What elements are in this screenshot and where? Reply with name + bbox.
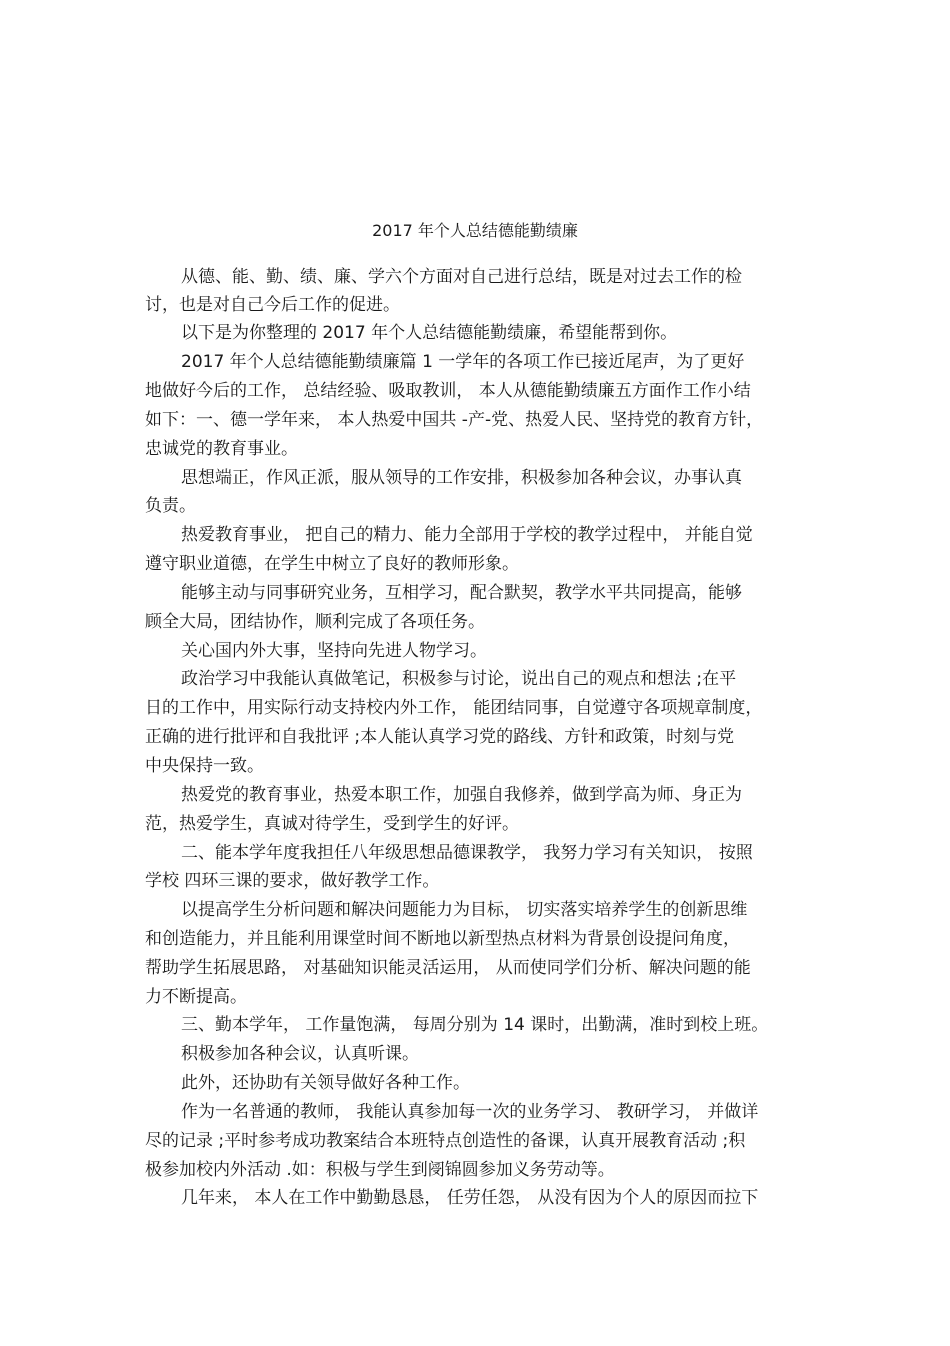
paragraph-line: 2017 年个人总结德能勤绩廉篇 1 一学年的各项工作已接近尾声，为了更好 xyxy=(181,352,745,372)
paragraph-line: 地做好今后的工作， 总结经验、吸取教训， 本人从德能勤绩廉五方面作工作小结 xyxy=(145,381,751,401)
document-title: 2017 年个人总结德能勤绩廉 xyxy=(372,221,578,240)
paragraph-line: 热爱党的教育事业，热爱本职工作，加强自我修养，做到学高为师、身正为 xyxy=(181,785,742,805)
paragraph-line: 如下：一、德一学年来， 本人热爱中国共 -产-党、热爱人民、坚持党的教育方针， xyxy=(145,410,764,430)
paragraph-line: 积极参加各种会议，认真听课。 xyxy=(181,1044,419,1064)
paragraph-line: 极参加校内外活动 .如：积极与学生到阌锦圆参加义务劳动等。 xyxy=(145,1160,615,1180)
paragraph-line: 思想端正，作风正派，服从领导的工作安排，积极参加各种会议，办事认真 xyxy=(181,468,742,488)
paragraph-line: 忠诚党的教育事业。 xyxy=(145,439,298,459)
paragraph-line: 政治学习中我能认真做笔记，积极参与讨论，说出自己的观点和想法 ;在平 xyxy=(181,669,737,689)
paragraph-line: 以下是为你整理的 2017 年个人总结德能勤绩廉，希望能帮到你。 xyxy=(181,323,678,343)
paragraph-line: 此外，还协助有关领导做好各种工作。 xyxy=(181,1073,470,1093)
paragraph-line: 关心国内外大事，坚持向先进人物学习。 xyxy=(181,641,487,661)
paragraph-line: 遵守职业道德，在学生中树立了良好的教师形象。 xyxy=(145,554,519,574)
paragraph-line: 正确的进行批评和自我批评 ;本人能认真学习党的路线、方针和政策，时刻与党 xyxy=(145,727,735,747)
paragraph-line: 顾全大局，团结协作，顺利完成了各项任务。 xyxy=(145,612,485,632)
paragraph-line: 几年来， 本人在工作中勤勤恳恳， 任劳任怨， 从没有因为个人的原因而拉下 xyxy=(181,1188,759,1208)
paragraph-line: 从德、能、勤、绩、廉、学六个方面对自己进行总结，既是对过去工作的检 xyxy=(181,267,742,287)
paragraph-line: 和创造能力，并且能利用课堂时间不断地以新型热点材料为背景创设提问角度， xyxy=(145,929,740,949)
paragraph-line: 力不断提高。 xyxy=(145,987,247,1007)
paragraph-line: 讨，也是对自己今后工作的促进。 xyxy=(145,295,400,315)
paragraph-line: 以提高学生分析问题和解决问题能力为目标， 切实落实培养学生的创新思维 xyxy=(181,900,748,920)
paragraph-line: 作为一名普通的教师， 我能认真参加每一次的业务学习、 教研学习， 并做详 xyxy=(181,1102,759,1122)
paragraph-line: 热爱教育事业， 把自己的精力、能力全部用于学校的教学过程中， 并能自觉 xyxy=(181,525,753,545)
paragraph-line: 帮助学生拓展思路， 对基础知识能灵活运用， 从而使同学们分析、解决问题的能 xyxy=(145,958,751,978)
paragraph-line: 范，热爱学生，真诚对待学生，受到学生的好评。 xyxy=(145,814,519,834)
paragraph-line: 尽的记录 ;平时参考成功教案结合本班特点创造性的备课，认真开展教育活动 ;积 xyxy=(145,1131,746,1151)
paragraph-line: 中央保持一致。 xyxy=(145,756,264,776)
paragraph-line: 三、勤本学年， 工作量饱满， 每周分别为 14 课时，出勤满，准时到校上班。 xyxy=(181,1015,769,1035)
paragraph-line: 负责。 xyxy=(145,496,196,516)
paragraph-line: 能够主动与同事研究业务，互相学习，配合默契，教学水平共同提高，能够 xyxy=(181,583,742,603)
paragraph-line: 二、能本学年度我担任八年级思想品德课教学， 我努力学习有关知识， 按照 xyxy=(181,843,753,863)
paragraph-line: 日的工作中，用实际行动支持校内外工作， 能团结同事，自觉遵守各项规章制度， xyxy=(145,698,763,718)
paragraph-line: 学校 四环三课的要求，做好教学工作。 xyxy=(145,871,440,891)
